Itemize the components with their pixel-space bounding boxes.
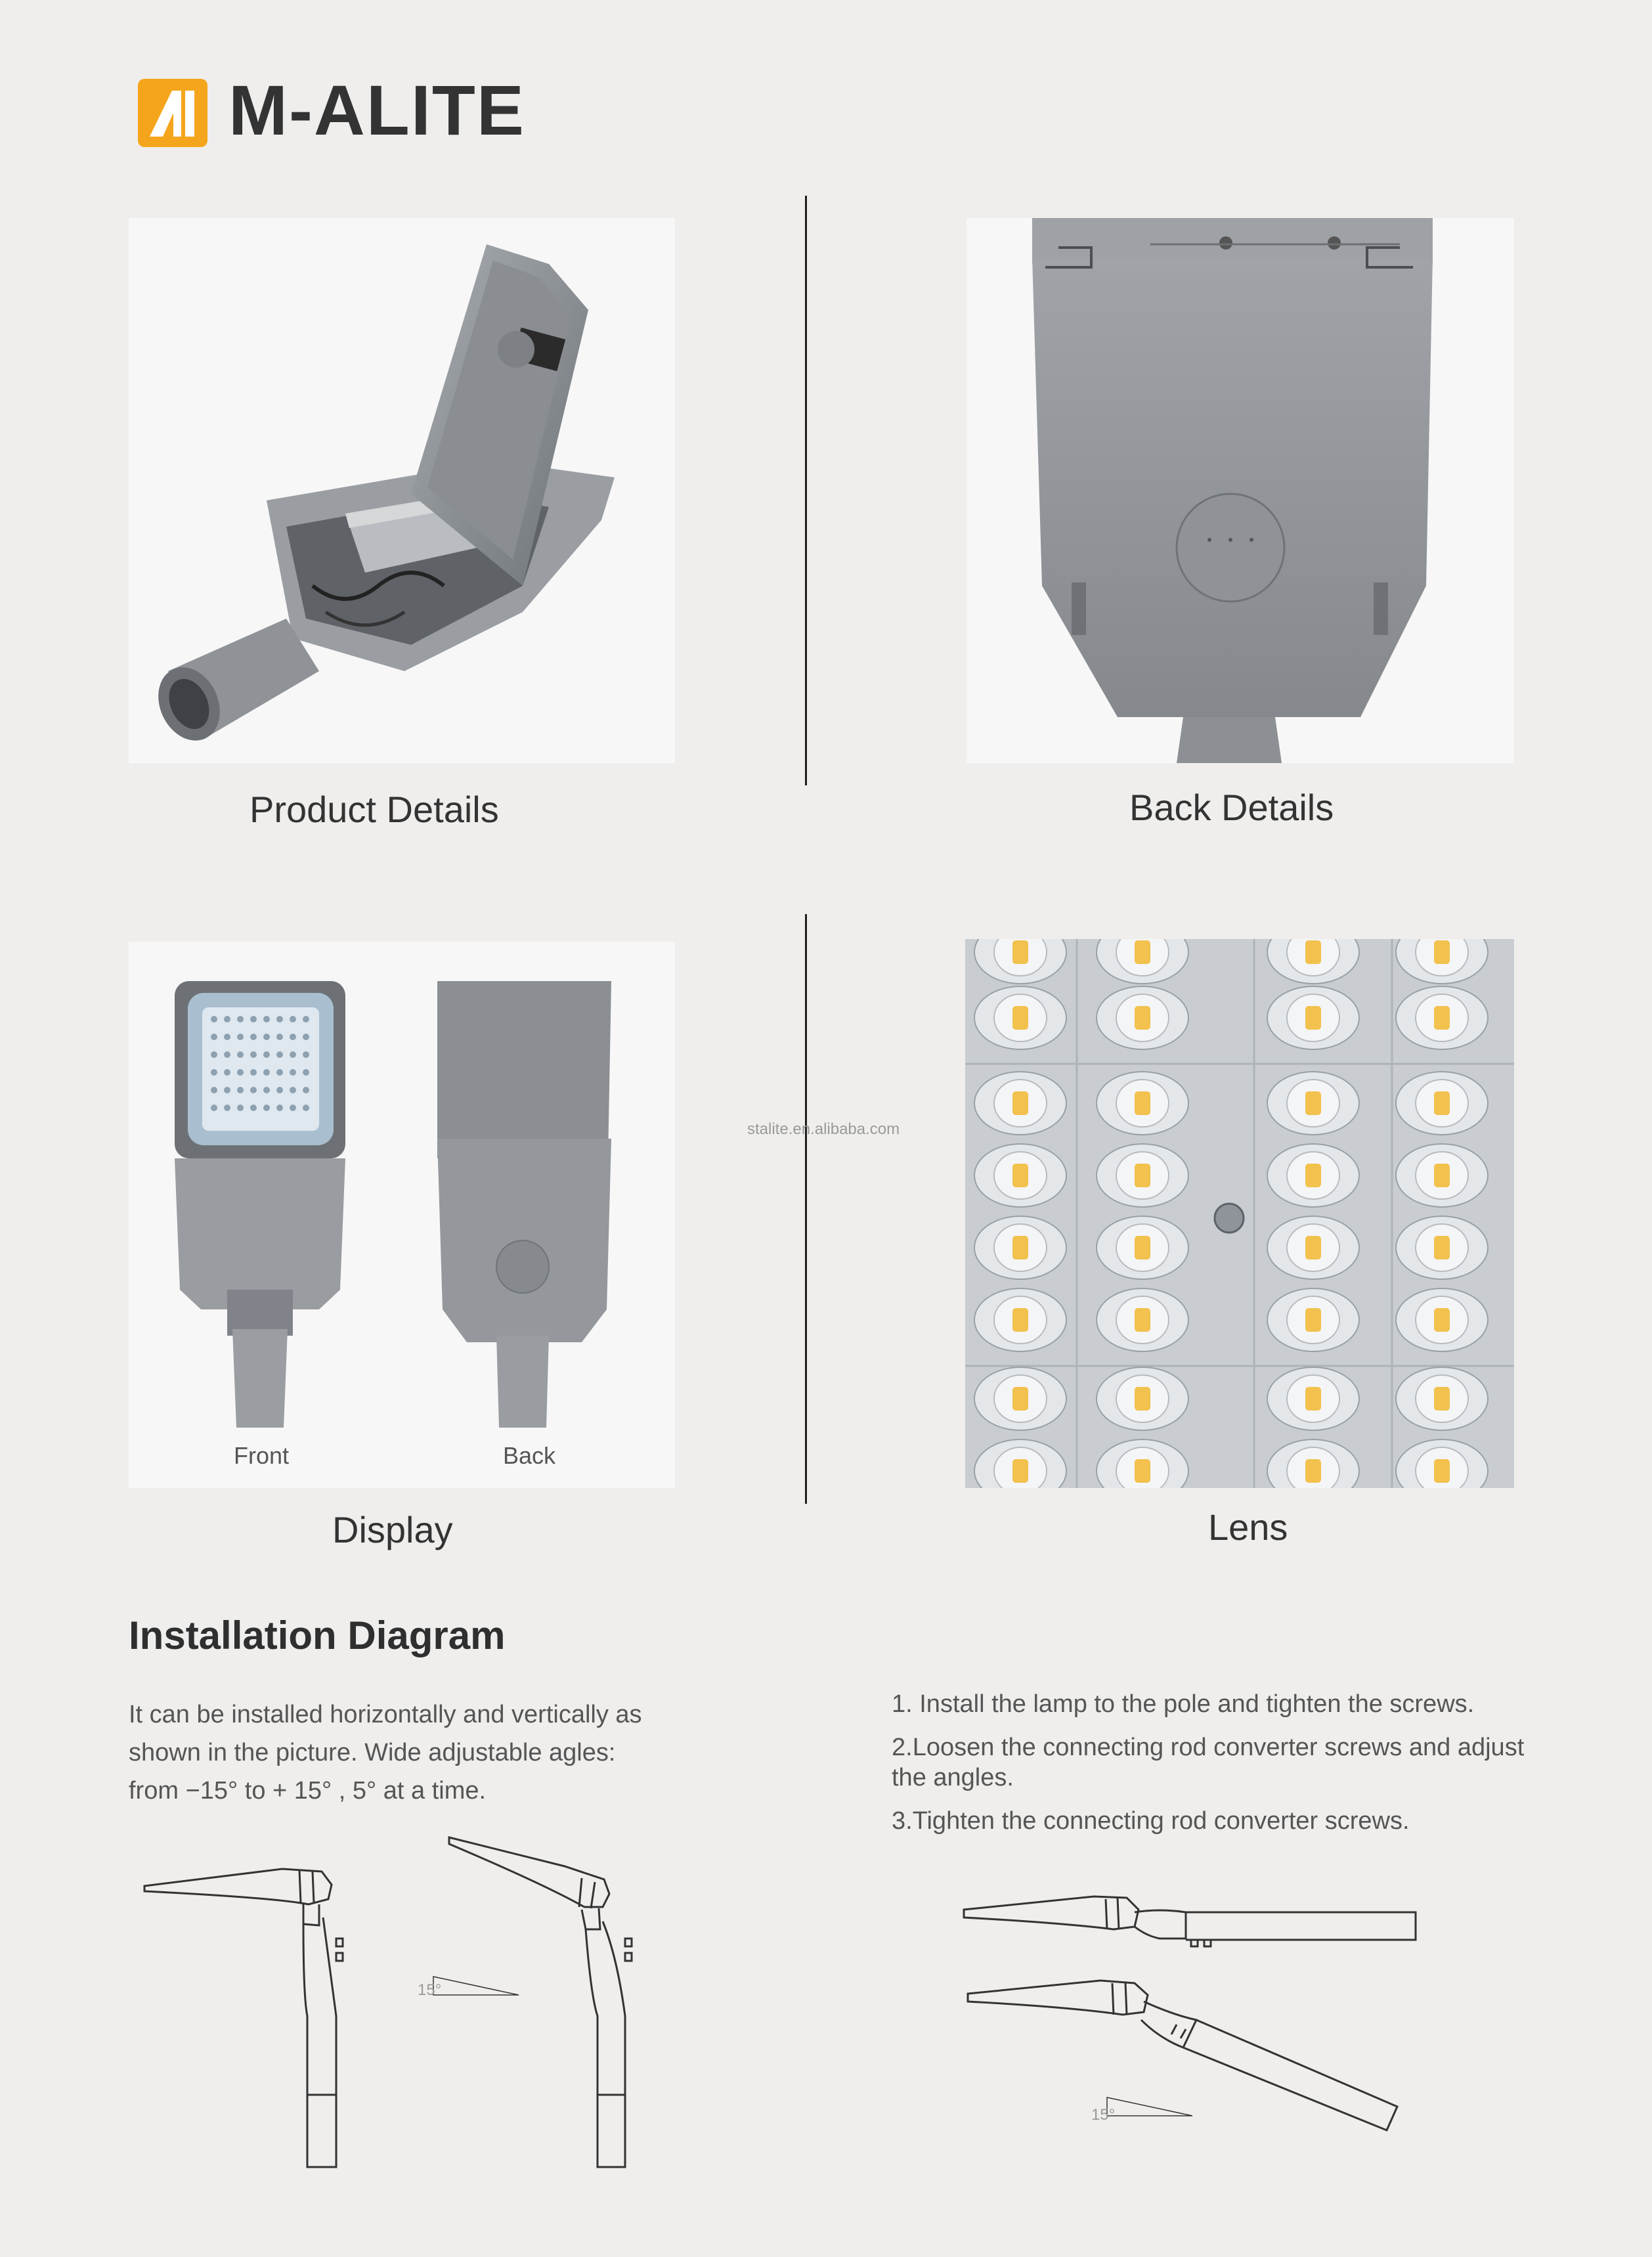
logo-mark-icon (138, 79, 207, 147)
led-lens (974, 1144, 1066, 1207)
led-lens (1267, 986, 1359, 1049)
column-divider-bottom (805, 914, 807, 1504)
watermark: stalite.en.alibaba.com (747, 1120, 900, 1138)
display-photo (129, 942, 675, 1488)
lens-caption: Lens (1208, 1506, 1288, 1548)
led-lens (974, 939, 1066, 984)
installation-title: Installation Diagram (129, 1613, 506, 1657)
led-lens (1396, 939, 1488, 984)
installation-description (129, 1696, 720, 1810)
vertical-install-drawing (131, 1826, 670, 2180)
angle-label-vertical: 15° (418, 1981, 442, 1999)
led-lens (1097, 1072, 1188, 1135)
led-lens (1097, 1439, 1188, 1488)
led-lens (1267, 1216, 1359, 1279)
led-lens (974, 986, 1066, 1049)
column-divider-top (805, 196, 807, 785)
led-lens (1267, 1367, 1359, 1430)
led-lens (974, 1367, 1066, 1430)
step-1: 1. Install the lamp to the pole and tighten the screws. (892, 1690, 1475, 1718)
led-lens (1396, 1144, 1488, 1207)
led-lens (1267, 1439, 1359, 1488)
display-label-back: Back (503, 1442, 556, 1469)
led-lens (974, 1288, 1066, 1351)
display-caption: Display (332, 1509, 453, 1550)
back-details-caption: Back Details (1129, 787, 1334, 828)
led-lens (974, 1439, 1066, 1488)
installation-steps (892, 1689, 1535, 1836)
lens-photo (965, 939, 1514, 1488)
led-lens (1097, 1144, 1188, 1207)
led-lens (1396, 986, 1488, 1049)
step-2: 2.Loosen the connecting rod converter screws and adjust the angles. (892, 1734, 1525, 1791)
description-line: It can be installed horizontally and vertically as (129, 1701, 642, 1728)
led-lens (1267, 1072, 1359, 1135)
brand-name: M-ALITE (228, 70, 525, 150)
led-lens (1267, 1144, 1359, 1207)
description-line: from −15° to + 15° , 5° at a time. (129, 1777, 487, 1805)
led-lens (1097, 1288, 1188, 1351)
step-3: 3.Tighten the connecting rod converter screws. (892, 1807, 1410, 1835)
led-lens (1396, 1367, 1488, 1430)
led-lens (1267, 1288, 1359, 1351)
brand-logo (138, 70, 532, 150)
led-lens (1097, 1367, 1188, 1430)
led-lens (1396, 1072, 1488, 1135)
product-details-photo (129, 218, 675, 763)
horizontal-install-drawing (963, 1883, 1435, 2146)
display-label-front: Front (234, 1442, 290, 1469)
led-lens (1097, 1216, 1188, 1279)
angle-label-horizontal: 15° (1091, 2106, 1116, 2124)
led-lens (1097, 986, 1188, 1049)
led-lens (974, 1216, 1066, 1279)
led-lens (1097, 939, 1188, 984)
back-details-photo (967, 218, 1514, 763)
led-lens (1267, 939, 1359, 984)
led-lens (974, 1072, 1066, 1135)
led-lens (1396, 1288, 1488, 1351)
description-line: shown in the picture. Wide adjustable agles: (129, 1739, 616, 1766)
product-details-caption: Product Details (250, 789, 499, 830)
led-lens (1396, 1216, 1488, 1279)
led-lens (1396, 1439, 1488, 1488)
